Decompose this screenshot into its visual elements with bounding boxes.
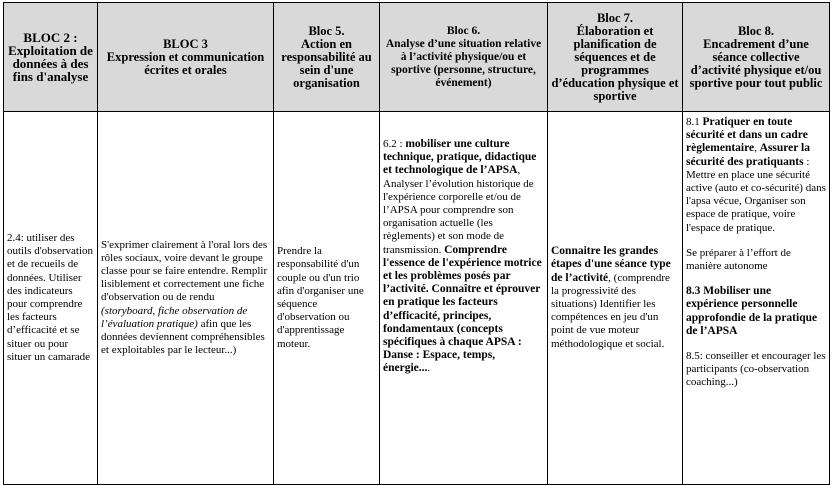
- cell-bloc-7-text: , (comprendre la progressivité des situations) Identifier les compétences en jeu d'un point de vue moteur méthodologique et social.: [551, 271, 670, 350]
- header-bloc-6-subtitle: Analyse d’une situation relative à l’activité physique/ou et sportive (personne, structure, événement): [385, 37, 542, 89]
- header-bloc-8-subtitle: Encadrement d’une séance collective d’activité physique et/ou sportive pour tout public: [689, 36, 823, 90]
- cell-bloc-2: [4, 112, 98, 485]
- cell-bloc-5: [274, 112, 380, 485]
- header-bloc-6-title: Bloc 6.: [446, 24, 481, 37]
- header-bloc-2-title: BLOC 2 :: [23, 30, 78, 45]
- cell-bloc-8-p1-t3: : Mettre en place une sécurité active (auto et co-sécurité) dans l'apsa vécue, Organiser son espace de pratique, voire l'espace de pratique.: [686, 155, 826, 234]
- cell-bloc-3-italic: (storyboard, fiche observation de l’évaluation pratique): [101, 304, 248, 330]
- header-bloc-8-title: Bloc 8.: [737, 23, 775, 38]
- cell-bloc-6-text-3: .: [427, 362, 431, 375]
- header-bloc-7-title: Bloc 7.: [596, 10, 634, 25]
- cell-bloc-8: [683, 112, 830, 485]
- cell-bloc-8-para-1: [686, 116, 826, 235]
- cell-bloc-2-text: 2.4: utiliser des outils d'observation et de recueils de données. Utiliser des indicateurs pour comprendre les facteurs d’efficacité et se situer ou pour situer un camarade: [7, 231, 94, 363]
- cell-bloc-7-bold: Connaitre les grandes étapes d'une séance type de l’activité: [551, 245, 671, 284]
- header-row: [4, 3, 830, 112]
- cell-bloc-7: [548, 112, 683, 485]
- header-bloc-2: [4, 3, 98, 112]
- cell-bloc-8-p1-b2: Assurer la sécurité des pratiquants: [686, 142, 810, 168]
- cell-bloc-6-bold-1: mobiliser une culture technique, pratique, didactique et technologique de l’APSA: [383, 138, 537, 177]
- header-bloc-5-title: Bloc 5.: [308, 23, 345, 38]
- cell-bloc-8-p1-t2: ,: [754, 142, 760, 155]
- cell-bloc-6-text-1: 6.2 :: [383, 138, 406, 150]
- cell-bloc-8-p1-t1: 8.1: [686, 116, 703, 128]
- cell-bloc-8-para-2: Se préparer à l’effort de manière autonome: [686, 246, 791, 273]
- cell-bloc-5-text: Prendre la responsabilité d'un couple ou d'un trio afin d'organiser une séquence d'observation ou d'apprentissage moteur.: [277, 245, 364, 350]
- cell-bloc-8-para-3: 8.3 Mobiliser une expérience personnelle approfondie de la pratique de l’APSA: [686, 285, 818, 337]
- header-bloc-5: [274, 3, 380, 112]
- header-bloc-3-title: BLOC 3: [163, 36, 208, 51]
- cell-bloc-6-bold-2: Comprendre l'essence de l'expérience motrice et les problèmes posés par l’activité. Connaître et éprouver en pratique les facteurs d’efficacité, principes, fondamentaux (concepts spécifiques à chaque APSA : Danse : Espace, temps, énergie...: [383, 243, 542, 375]
- header-bloc-3-subtitle: Expression et communication écrites et orales: [106, 49, 265, 77]
- header-bloc-3: [98, 3, 274, 112]
- cell-bloc-6: [380, 112, 548, 485]
- cell-bloc-6-text-2: , Analyser l’évolution historique de l'expérience corporelle et/ou de l’APSA pour comprendre son organisation actuelle (les règlements) et son mode de transmission.: [383, 164, 534, 256]
- header-bloc-8: [683, 3, 830, 112]
- cell-bloc-3: [98, 112, 274, 485]
- content-row: [4, 112, 830, 485]
- header-bloc-7-subtitle: Élaboration et planification de séquences et de programmes d’éducation physique et sportive: [551, 23, 679, 103]
- header-bloc-2-subtitle: Exploitation de données à des fins d'analyse: [8, 43, 93, 84]
- cell-bloc-8-para-4: 8.5: conseiller et encourager les participants (co-observation coaching...): [686, 350, 826, 389]
- cell-bloc-3-text-2: afin que les données deviennent compréhensibles et exploitables par le lecteur...): [101, 317, 265, 357]
- header-bloc-5-subtitle: Action en responsabilité au sein d'une organisation: [281, 36, 372, 90]
- cell-bloc-3-text-1: S'exprimer clairement à l'oral lors des rôles sociaux, voire devant le groupe classe pour se faire entendre. Remplir lisiblement et correctement une fiche d'observation ou de rendu: [101, 238, 268, 304]
- competence-table: [3, 2, 830, 485]
- cell-bloc-8-p1-b1: Pratiquer en toute sécurité et dans un cadre règlementaire: [686, 116, 808, 155]
- header-bloc-7: [548, 3, 683, 112]
- header-bloc-6: [380, 3, 548, 112]
